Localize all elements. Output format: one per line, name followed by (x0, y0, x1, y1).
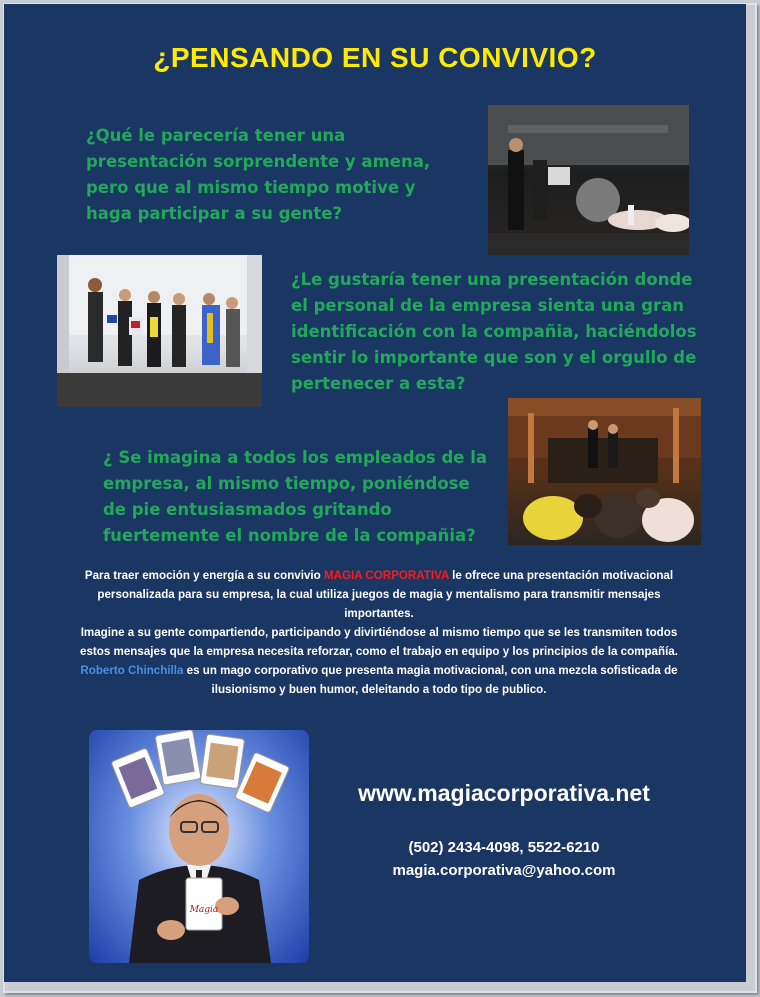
question-1: ¿Qué le parecería tener una presentación sorprendente y amena, pero que al mismo tiempo motive y haga participar a su gente? (86, 126, 431, 223)
contact-info (334, 836, 674, 882)
website-link[interactable]: www.magiacorporativa.net (358, 780, 650, 806)
photo-magician-with-cards (89, 730, 309, 963)
description-text (64, 566, 694, 699)
card-logo-text: Magia (189, 905, 219, 915)
phone-numbers: (502) 2434-4098, 5522-6210 (408, 839, 600, 856)
question-3: ¿ Se imagina a todos los empleados de la empresa, al mismo tiempo, poniéndose de pie entusiasmados gritando fuertemente el nombre de la compañia? (103, 448, 488, 545)
question-2: ¿Le gustaría tener una presentación donde el personal de la empresa sienta una gran identificación con la compañia, haciéndolos sentir lo importante que son y el orgullo de pertenecer a esta? (291, 270, 697, 393)
flyer-page (4, 4, 746, 982)
page-title: ¿PENSANDO EN SU CONVIVIO? (153, 42, 597, 73)
description-imagine: Imagine a su gente compartiendo, participando y divirtiéndose al mismo tiempo que se les transmiten todos estos mensajes que la empresa necesita reforzar, como el trabajo en equipo y los principios de la compañía. (80, 626, 678, 658)
photo-stage-performance (488, 105, 689, 255)
email-address[interactable]: magia.corporativa@yahoo.com (392, 862, 616, 879)
brand-name: MAGIA CORPORATIVA (323, 569, 449, 582)
magician-name: Roberto Chinchilla (80, 664, 184, 677)
description-magician: es un mago corporativo que presenta magia motivacional, con una mezcla sofisticada de ilusionismo y buen humor, deleitando a todo tipo de publico. (183, 664, 678, 696)
photo-employees-on-stage (57, 255, 262, 407)
photo-audience-show (508, 398, 701, 545)
description-offer: le ofrece una presentación motivacional personalizada para su empresa, la cual utiliza juegos de magia y mentalismo para transmitir mensajes importantes. (97, 569, 674, 620)
description-intro: Para traer emoción y energía a su convivio (84, 569, 324, 582)
